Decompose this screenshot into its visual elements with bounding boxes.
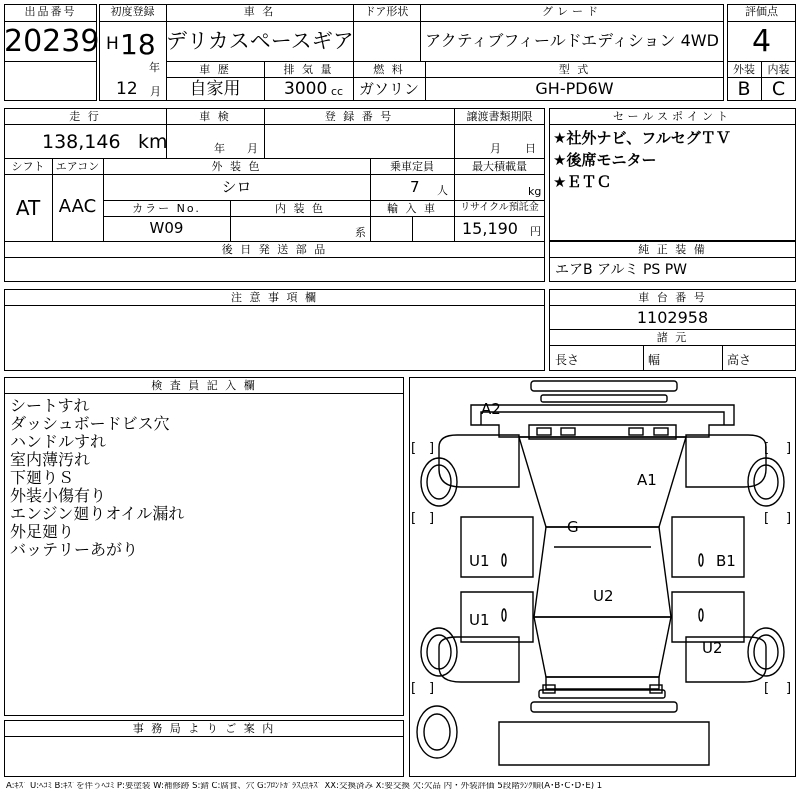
car-name-label: 車 名 — [243, 5, 276, 18]
first-registration-month: 12 — [116, 79, 138, 99]
color-number-label: カラー No. — [132, 202, 201, 215]
width-label: 幅 — [648, 353, 661, 367]
score-label: 評価点 — [745, 5, 778, 18]
length-label: 長さ — [555, 353, 580, 367]
shift-label: シフト — [11, 160, 45, 173]
office-label: 事 務 局 よ り ご 案 内 — [132, 722, 276, 735]
grade: アクティブフィールドエディション 4WD — [425, 31, 719, 50]
exterior-color: シロ — [221, 178, 252, 196]
transfer-deadline-label: 譲渡書類期限 — [466, 110, 533, 123]
history: 自家用 — [189, 79, 241, 99]
inspection-month-unit: 月 — [247, 142, 258, 155]
mileage-unit: km — [138, 131, 168, 153]
inspector-note: ダッシュボードビス穴 — [10, 414, 170, 433]
inspector-note: 室内薄汚れ — [10, 450, 91, 469]
sales-point-1: ★社外ナビ、フルセグＴＶ — [553, 129, 731, 147]
damage-mark: B1 — [716, 552, 736, 570]
first-registration-year: 18 — [120, 28, 156, 61]
interior-color-label: 内 装 色 — [275, 202, 325, 215]
exterior-grade: B — [737, 78, 751, 100]
damage-mark: U2 — [593, 587, 614, 605]
svg-text:[: [ — [764, 441, 770, 456]
model-label: 型 式 — [558, 63, 591, 76]
shift: AT — [15, 196, 41, 220]
svg-text:]: ] — [786, 511, 792, 526]
svg-text:[: [ — [764, 681, 770, 696]
capacity-label: 乗車定員 — [390, 160, 434, 173]
equipment-value: エアB アルミ PS PW — [555, 262, 688, 278]
interior-color-unit: 系 — [355, 226, 366, 239]
recycle-label: リサイクル預託金 — [460, 202, 539, 213]
svg-text:]: ] — [429, 511, 435, 526]
svg-text:]: ] — [429, 681, 435, 696]
aircon: AAC — [58, 196, 97, 217]
inspector-note: シートすれ — [10, 396, 90, 415]
max-load-label: 最大積載量 — [472, 160, 527, 173]
inspector-note: 外足廻り — [10, 522, 75, 541]
car-damage-diagram — [409, 377, 796, 777]
mileage: 138,146 — [42, 131, 121, 153]
fuel-label: 燃 料 — [373, 63, 405, 76]
capacity-unit: 人 — [437, 184, 448, 197]
aircon-label: エアコン — [55, 160, 100, 173]
chassis-number-label: 車 台 番 号 — [638, 291, 707, 304]
history-label: 車 歴 — [199, 63, 231, 76]
recycle-unit: 円 — [530, 225, 541, 238]
chassis-number: 1102958 — [636, 308, 709, 327]
era: H — [106, 34, 119, 54]
car-name: デリカスペースギア — [166, 29, 354, 53]
height-label: 高さ — [727, 353, 752, 367]
exterior-color-label: 外 装 色 — [211, 160, 262, 173]
damage-mark: A1 — [637, 471, 657, 489]
svg-text:]: ] — [786, 441, 792, 456]
damage-mark: G — [567, 518, 579, 536]
svg-text:]: ] — [429, 441, 435, 456]
svg-text:[: [ — [764, 511, 770, 526]
transfer-day-unit: 日 — [525, 142, 536, 155]
max-load-unit: kg — [528, 185, 542, 198]
grade-label: グレード — [542, 5, 602, 18]
inspector-note: バッテリーあがり — [10, 540, 139, 559]
color-number: W09 — [149, 219, 184, 237]
transfer-month-unit: 月 — [490, 142, 501, 155]
sales-point-3: ★ＥＴＣ — [553, 173, 612, 191]
exterior-label: 外装 — [733, 63, 755, 76]
displacement: 3000 — [284, 79, 328, 99]
svg-text:[: [ — [411, 511, 417, 526]
damage-mark: U1 — [469, 552, 490, 570]
mileage-label: 走 行 — [69, 110, 101, 123]
dimensions-label: 諸 元 — [656, 331, 689, 344]
lot-number: 20239 — [4, 24, 100, 59]
svg-text:[: [ — [411, 681, 417, 696]
damage-mark: A2 — [481, 400, 501, 418]
displacement-unit: cc — [331, 85, 344, 98]
fuel: ガソリン — [358, 80, 419, 98]
registration-number-label: 登 録 番 号 — [324, 110, 394, 123]
inspector-note: 下廻りＳ — [10, 468, 75, 487]
capacity: 7 — [410, 178, 420, 196]
inspection-label: 車 検 — [199, 110, 231, 123]
displacement-label: 排 気 量 — [283, 63, 334, 76]
svg-text:[: [ — [411, 441, 417, 456]
door-type-label: ドア形状 — [364, 5, 409, 18]
inspector-note: 外装小傷有り — [10, 486, 107, 505]
model: GH-PD6W — [535, 79, 614, 98]
interior-grade: C — [771, 78, 786, 100]
inspector-note: ハンドルすれ — [10, 432, 107, 451]
interior-label: 内装 — [767, 63, 790, 76]
legend-text: A:ｷｽﾞ U:ﾍｺﾐ B:ｷｽﾞを伴うﾍｺﾐ P:要塗装 W:補修跡 S:錆 C:腐食、穴 G:ﾌﾛﾝﾄｶﾞﾗｽ点ｷｽﾞ XX:交換済み X:要交換 欠:欠品 内・外装評価 5段階ﾗﾝｸ順(A･B･C･D･E) 1 — [6, 782, 603, 791]
import-label: 輸 入 車 — [387, 202, 437, 215]
equipment-label: 純 正 装 備 — [638, 243, 707, 256]
sales-point-2: ★後席モニター — [553, 151, 657, 169]
damage-mark: U1 — [469, 611, 490, 629]
damage-mark: U2 — [702, 639, 723, 657]
inspection-year-unit: 年 — [214, 142, 225, 155]
year-unit: 年 — [149, 61, 160, 74]
recycle-fee: 15,190 — [462, 219, 518, 238]
inspector-label: 検 査 員 記 入 欄 — [151, 379, 257, 392]
svg-text:]: ] — [786, 681, 792, 696]
lot-number-label: 出品番号 — [24, 5, 77, 18]
first-registration-label: 初度登録 — [110, 5, 155, 18]
score: 4 — [751, 24, 772, 59]
later-parts-label: 後 日 発 送 部 品 — [221, 243, 328, 256]
month-unit: 月 — [150, 85, 161, 98]
sales-points-label: セールスポイント — [612, 110, 732, 123]
caution-label: 注 意 事 項 欄 — [231, 291, 318, 304]
inspector-note: エンジン廻りオイル漏れ — [10, 504, 185, 523]
